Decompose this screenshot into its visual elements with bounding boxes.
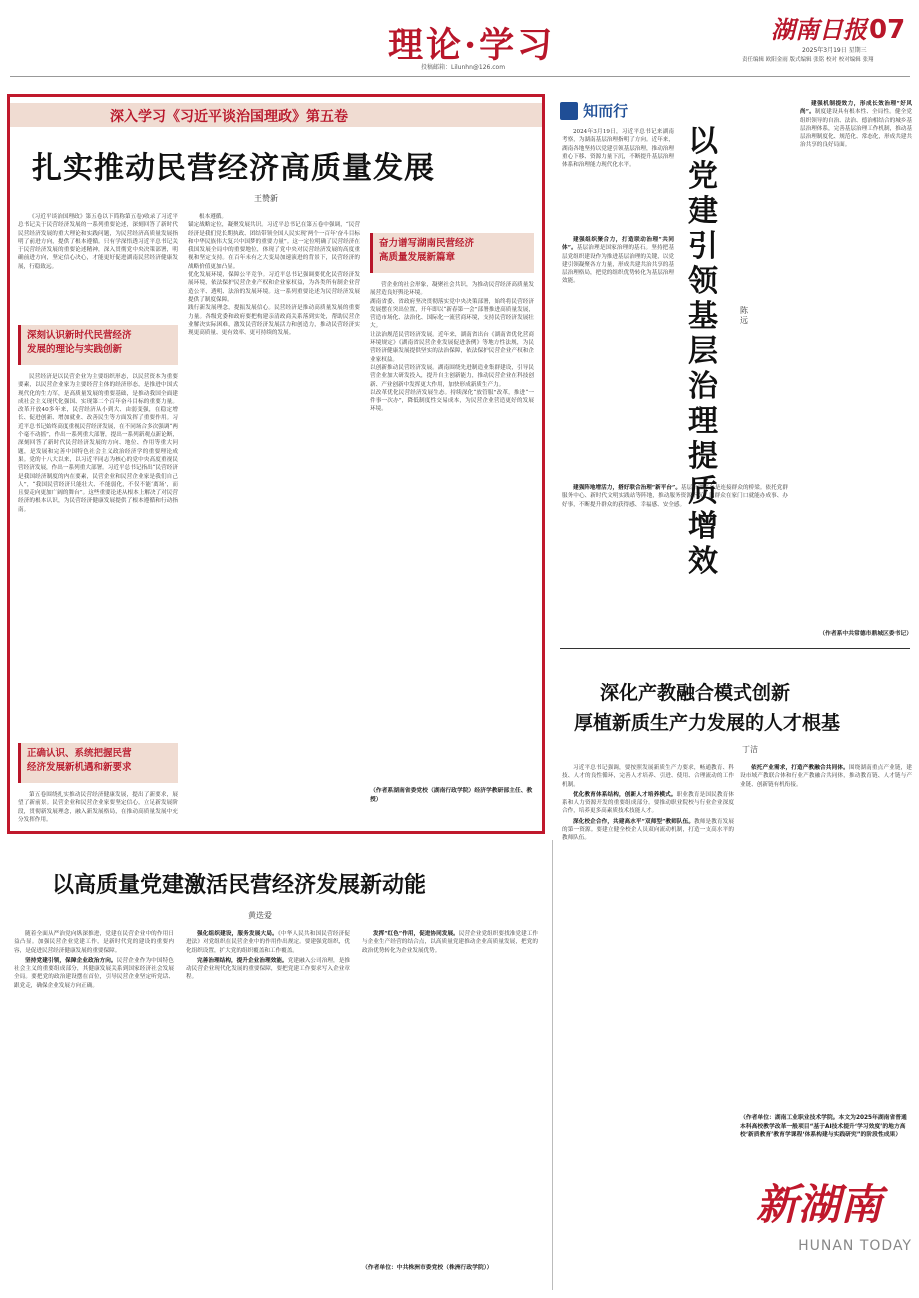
subheading-line: 深刻认识新时代民营经济 <box>27 330 132 341</box>
divider <box>560 648 910 649</box>
br-author: 丁洁 <box>742 745 758 754</box>
lead-title: 扎实推动民营经济高质量发展 <box>32 151 435 186</box>
br-column-2 <box>740 764 912 1094</box>
section-email: 投稿邮箱：Lilunhn@126.com <box>421 64 506 71</box>
bl-lead: 随着全面从严治党向纵深推进，党建在民营企业中的作用日益凸显。加强民营企业党建工作，是新时代党的建设的重要内容，是促进民营经济健康发展的重要保障。 <box>14 931 174 954</box>
lead-kicker-band <box>10 103 542 127</box>
page-header <box>0 0 919 74</box>
section-heading: 强化组织建设，服务发展大局。 <box>197 931 278 937</box>
watermark-logo <box>756 1172 912 1290</box>
bottom-left-article <box>10 840 544 1294</box>
section-text: 第五卷围绕扎实推动民营经济健康发展，提出了新要求，展望了新前景。民营企业和民营企业家要坚定信心，立足新发展阶段，贯彻新发展理念，融入新发展格局，在推动高质量发展中充分发挥作用。 <box>18 792 178 823</box>
column-label-text: 知而行 <box>583 102 629 120</box>
lead-section-2-text <box>18 791 178 829</box>
br-title-line-1: 深化产教融合模式创新 <box>600 682 791 704</box>
logo-text: 湖南日报 <box>771 15 867 44</box>
section-title: 理论·学习 <box>388 25 556 66</box>
editor-line: 责任编辑 欧阳金雨 版式编辑 张铭 校对 校对编辑 张翔 <box>742 57 874 63</box>
section-text: 制度建设具有根本性、全局性。健全党组织领导的自治、法治、德治相结合的城乡基层治理体系，完善基层治理工作机制，推动基层治理制度化、规范化、常态化，形成共建共治共享的良好局面。 <box>800 109 912 149</box>
lead-column-2: 根本遵循。 锚定战略定位，凝聚发展共识。习近平总书记在第五卷中强调，“民营经济是我们党长期执政、团结带领全国人民实现‘两个一百年’奋斗目标和中华民族伟大复兴中国梦的重要力量”。这一定位明确了民营经济在我国发展全局中的重要地位，体现了党中央对民营经济发展的高度重视和坚定支持。在百年未有之大变局加速演进的背景下，民营经济的战略价值更加凸显。 优化发展环境，保障公平竞争。习近平总书记强调要优化民营经济发展环境，依法保护民营企业产权和企业家权益，为各类所有制企业营造公平、透明、法治的发展环境。这一系列重要论述为民营经济发展提供了制度保障。 践行新发展理念，提振发展信心。民营经济是推动高质量发展的重要力量。各级党委和政府要把构建亲清政商关系落到实处，帮助民营企业解决实际困难，激发民营经济发展活力和创造力，推动民营经济实现更高质量、更有效率、更可持续的发展。 <box>188 214 360 337</box>
br-credit: （作者单位：湖南工业职业技术学院。本文为2025年湖南省普通本科高校教学改革一般项目“基于AI技术提升‘学习效度’的地方高校‘新质教育’教育学课程‘体系构建与实践研究”的阶段性成果） <box>740 1115 907 1138</box>
column-label <box>560 100 628 120</box>
section-text: 党建融入公司治理，是推动民营企业现代化发展的重要保障，要把党建工作要求写入企业章程。 <box>186 957 350 981</box>
lead-author: 王赞新 <box>254 194 278 203</box>
subheading-line: 奋力谱写湖南民营经济 <box>379 238 475 249</box>
lead-section-1-text <box>18 373 178 733</box>
bl-column-2 <box>186 930 350 1284</box>
bl-column-1 <box>14 930 174 1284</box>
lead-intro-text: 《习近平谈治国理政》第五卷以下简称第五卷)收录了习近平总书记关于民营经济发展的一系列重要论述，深刻回答了新时代民营经济发展的重大理论和实践问题，为民营经济高质量发展指明了前进方向，提供了根本遵循。只有学深悟透习近平总书记关于民营经济发展的重要论述精神，深入贯彻党中央决策部署，明确前进方向，坚定信心决心，才能更好促进湖南民营经济健康发展，行稳致远。 <box>18 214 178 270</box>
bl-column-3 <box>362 930 538 1250</box>
subheading-line: 发展的理论与实践创新 <box>27 344 123 355</box>
lead-subheading-2 <box>18 743 178 783</box>
br-lead: 习近平总书记强调，要按照发展新质生产力要求，畅通教育、科技、人才的良性循环，完善人才培养、引进、使用、合理流动的工作机制。 <box>562 765 734 788</box>
bl-title: 以高质量党建激活民营经济发展新动能 <box>52 872 427 898</box>
zhiyan-lead: 2024年3月19日，习近平总书记来湖南考察，为湖南基层治理指明了方向。近年来，湖南各地坚持以党建引领基层治理，推动治理重心下移、资源力量下沉，不断提升基层治理体系和治理能力现代化水平。 <box>562 129 674 169</box>
divider <box>552 840 553 1290</box>
zhiyan-author: 陈远 <box>740 306 748 325</box>
zhiyan-article <box>560 94 912 642</box>
lead-subheading-3 <box>370 233 534 273</box>
lead-article-box <box>7 94 545 834</box>
section-heading: 优化教育体系结构，创新人才培养模式。 <box>573 791 677 798</box>
column-label-icon <box>560 102 578 120</box>
section-text: 《中华人民共和国民营经济促进法》对党组织在民营企业中的作用作出规定。要建强党组织，优化组织设置，扩大党的组织覆盖和工作覆盖。 <box>186 931 350 954</box>
section-text: 民营经济是以民营企业为主要组织形态，以民营资本为重要要素，以民营企业家为主要经营主体的经济形态，是推进中国式现代化的生力军，是高质量发展的重要基础，是推动我国全面建成社会主义现代化强国、实现第二个百年奋斗目标的重要力量。改革开放40多年来，民营经济从小到大、由弱变强，在稳定增长、促进创新、增加就业、改善民生等方面发挥了重要作用。习近平总书记始终高度重视民营经济发展，在不同场合多次强调“两个毫不动摇”，作出一系列重大部署，提出一系列新观点新论断，深刻回答了新时代民营经济发展的方向、地位、作用等重大问题，是发展和完善中国特色社会主义政治经济学的重要理论成果。党的十八大以来，以习近平同志为核心的党中央高度重视民营经济发展，作出一系列重大部署。习近平总书记指出“民营经济是我国经济制度的内在要素，民营企业和民营企业家是我们自己人”，“我国民营经济只能壮大、不能弱化，不仅不能‘离场’，而且要走向更加广阔的舞台”。这些重要论述从根本上解决了对民营经济的根本认识，为民营经济健康发展提供了根本遵循和行动指南。 <box>18 374 178 513</box>
section-text: 基层治理平台是连接群众的桥梁。依托党群服务中心、新时代文明实践站等阵地，推动服务资源下沉，让群众在家门口就能办成事、办好事，不断提升群众的获得感、幸福感、安全感。 <box>562 485 788 508</box>
bl-author: 黄迭爱 <box>248 911 272 920</box>
section-heading: 建强机制提效力，形成长效治理“好风尚”。 <box>800 101 912 116</box>
section-text: 围绕湖南重点产业链，建设市域产教联合体和行业产教融合共同体，推动教育链、人才链与产业链、创新链有机衔接。 <box>740 765 912 788</box>
zhiyan-section-1 <box>562 236 674 406</box>
section-heading: 坚持党建引领，保障企业政治方向。 <box>25 957 117 964</box>
page-number: 07 <box>869 15 906 45</box>
section-heading: 深化校企合作，共建高水平“双师型”教师队伍。 <box>573 818 695 825</box>
bottom-right-article <box>560 652 912 1294</box>
br-column-1 <box>562 764 734 1284</box>
zhiyan-section-2 <box>562 484 788 634</box>
section-heading: 发挥“红色”作用，促进协同发展。 <box>373 931 459 937</box>
header-rule <box>10 76 910 77</box>
subheading-line: 正确认识、系统把握民营 <box>27 748 132 759</box>
subheading-line: 经济发展新机遇和新要求 <box>27 762 132 773</box>
section-text: 基层治理是国家治理的基石。坚持把基层党组织建设作为推进基层治理的关键，以党建引领凝聚各方力量，形成共建共治共享的基层治理格局，把党的组织优势转化为基层治理效能。 <box>562 245 674 285</box>
bl-credit: （作者单位：中共株洲市委党校（株洲行政学院）） <box>362 1265 493 1271</box>
section-heading: 建强阵地增活力，搭好联合治理“新平台”。 <box>573 485 681 491</box>
br-title-line-2: 厚植新质生产力发展的人才根基 <box>574 712 841 734</box>
lead-kicker: 深入学习《习近平谈治国理政》第五卷 <box>110 109 348 125</box>
section-text: 民营企业作为中国特色社会主义的重要组成部分，其健康发展关系到国家经济社会发展全局。要把党的政治建设摆在首位，引导民营企业坚定听党话、跟党走，确保企业发展方向正确。 <box>14 957 174 989</box>
lead-author-note: （作者系湖南省委党校（湖南行政学院）经济学教研部主任、教授） <box>370 788 533 803</box>
zhiyan-credit: （作者系中共常德市鼎城区委书记） <box>819 631 912 637</box>
subheading-line: 高质量发展新篇章 <box>379 252 456 263</box>
lead-column-3: 营企业的社会形象，凝聚社会共识，为推动民营经济高质量发展营造良好舆论环境。 湖南省委、省政府坚决贯彻落实党中央决策部署，始终将民营经济发展摆在突出位置，开年即以“新春第一会”部署推进高质量发展，营造市场化、法治化、国际化一流营商环境，支持民营经济发展壮大。 让法治规范民营经济发展。近年来，湖南省出台《湖南省优化营商环境规定》《湖南省民营企业发展促进条例》等地方性法规，为民营经济健康发展提供坚实的法治保障，依法保护民营企业产权和企业家权益。 以创新推动民营经济发展。湖南围绕先进制造业集群建设，引导民营企业加大研发投入，提升自主创新能力，推动民营企业在科技创新、产业创新中发挥更大作用，加快形成新质生产力。 以改革优化民营经济发展生态。持续深化“放管服”改革，推进“一件事一次办”，降低制度性交易成本，为民营企业营造更好的发展环境。 <box>370 282 534 413</box>
section-heading: 完善治理结构，提升企业治理效能。 <box>197 957 288 964</box>
section-text: 教师是教育发展的第一资源。要建立健全校企人员双向流动机制，打造一支高水平的教师队伍。 <box>562 818 734 842</box>
watermark-text: 新湖南 <box>756 1180 883 1229</box>
masthead-logo <box>771 10 905 45</box>
lead-intro <box>18 213 178 307</box>
watermark-en: HUNAN TODAY <box>798 1238 912 1254</box>
section-text: 民营企业党组织要找准党建工作与企业生产经营的结合点，以高质量党建推动企业高质量发展，把党的政治优势转化为企业发展优势。 <box>362 931 538 954</box>
section-text: 职业教育是国民教育体系和人力资源开发的重要组成部分。要推动职业院校与行业企业深度合作，培养更多高素质技术技能人才。 <box>562 791 734 815</box>
date-line: 2025年3月19日 星期三 <box>802 47 867 54</box>
zhiyan-title: 以党建引领基层治理提质增效 <box>688 124 718 579</box>
section-heading: 依托产业需求，打造产教融合共同体。 <box>751 765 849 771</box>
section-heading: 建强组织聚合力，打造联动治理“共同体”。 <box>562 237 674 252</box>
lead-subheading-1 <box>18 325 178 365</box>
zhiyan-section-3 <box>800 100 912 480</box>
